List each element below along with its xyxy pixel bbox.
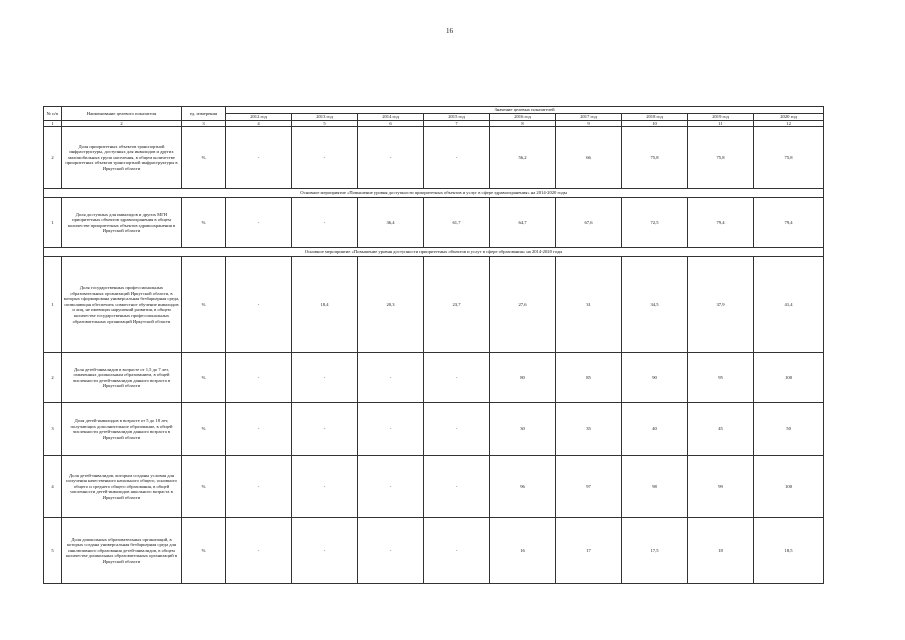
column-numbers-row: [44, 120, 824, 127]
row-number: 2: [44, 127, 62, 189]
value-cell: 27,6: [490, 257, 556, 353]
unit-cell: %: [182, 403, 226, 456]
value-cell: -: [358, 518, 424, 584]
row-number: 1: [44, 257, 62, 353]
value-cell: 99: [688, 456, 754, 518]
value-cell: -: [292, 403, 358, 456]
header-year: 2012 год: [226, 114, 292, 121]
value-cell: 36,4: [358, 198, 424, 248]
value-cell: 17,5: [622, 518, 688, 584]
section-title: Основное мероприятие «Повышение уровня доступности приоритетных объектов и услуг в сфере образования» на 2014-2020 годы: [44, 248, 824, 257]
value-cell: 20,3: [358, 257, 424, 353]
unit-cell: %: [182, 456, 226, 518]
header-row: [44, 107, 824, 114]
header-year: 2013 год: [292, 114, 358, 121]
value-cell: 79,4: [754, 198, 824, 248]
indicators-table: [43, 106, 824, 584]
column-number: 10: [622, 120, 688, 127]
table-row: [44, 518, 824, 584]
column-number: 7: [424, 120, 490, 127]
unit-cell: %: [182, 127, 226, 189]
column-number: 1: [44, 120, 62, 127]
unit-cell: %: [182, 353, 226, 403]
value-cell: 75,8: [688, 127, 754, 189]
header-year: 2015 год: [424, 114, 490, 121]
value-cell: 18: [688, 518, 754, 584]
value-cell: 50: [754, 403, 824, 456]
value-cell: -: [292, 353, 358, 403]
value-cell: 61,7: [424, 198, 490, 248]
column-number: 5: [292, 120, 358, 127]
value-cell: -: [424, 353, 490, 403]
value-cell: 45: [688, 403, 754, 456]
value-cell: -: [292, 198, 358, 248]
column-number: 12: [754, 120, 824, 127]
header-year: 2014 год: [358, 114, 424, 121]
value-cell: -: [424, 518, 490, 584]
value-cell: 35: [556, 403, 622, 456]
table-row: [44, 403, 824, 456]
value-cell: 75,8: [622, 127, 688, 189]
header-values-group: Значение целевых показателей: [226, 107, 824, 114]
column-number: 6: [358, 120, 424, 127]
column-number: 3: [182, 120, 226, 127]
value-cell: 40: [622, 403, 688, 456]
indicator-name: Доля государственных профессиональных образовательных организаций Иркутской области, в которых сформирована универсальная безбарьерная среда, позволяющая обеспечить совместное обучение инвалидов и лиц, не имеющих нарушений развития, в общем количестве государственных профессиональных образовательных организаций Иркутской области: [62, 257, 182, 353]
indicator-name: Доля приоритетных объектов транспортной инфраструктуры, доступных для инвалидов и других маломобильных групп населения, в общем количестве приоритетных объектов транспортной инфраструктуры в Иркутской области: [62, 127, 182, 189]
row-number: 3: [44, 403, 62, 456]
value-cell: 98: [622, 456, 688, 518]
row-number: 2: [44, 353, 62, 403]
value-cell: -: [424, 456, 490, 518]
column-number: 9: [556, 120, 622, 127]
section-row: [44, 189, 824, 198]
table-row: [44, 257, 824, 353]
value-cell: -: [358, 127, 424, 189]
column-number: 4: [226, 120, 292, 127]
header-num: № п/п: [44, 107, 62, 121]
value-cell: 96: [490, 456, 556, 518]
value-cell: -: [358, 403, 424, 456]
value-cell: 100: [754, 353, 824, 403]
unit-cell: %: [182, 198, 226, 248]
header-year: 2018 год: [622, 114, 688, 121]
value-cell: 80: [490, 353, 556, 403]
value-cell: -: [292, 518, 358, 584]
indicator-name: Доля детей-инвалидов в возрасте от 1,5 до 7 лет, охваченных дошкольным образованием, в общей численности детей-инвалидов данного возраста в Иркутской области: [62, 353, 182, 403]
value-cell: 85: [556, 353, 622, 403]
value-cell: -: [424, 403, 490, 456]
row-number: 5: [44, 518, 62, 584]
value-cell: 100: [754, 456, 824, 518]
value-cell: -: [226, 127, 292, 189]
value-cell: -: [226, 198, 292, 248]
value-cell: 18,5: [754, 518, 824, 584]
indicator-name: Доля дошкольных образовательных организаций, в которых создана универсальная безбарьерная среда для инклюзивного образования детей-инвалидов, в общем количестве дошкольных образовательных организаций в Иркутской области: [62, 518, 182, 584]
value-cell: 67,6: [556, 198, 622, 248]
value-cell: 64,7: [490, 198, 556, 248]
table-row: [44, 456, 824, 518]
indicator-name: Доля доступных для инвалидов и других МГН приоритетных объектов здравоохранения в общем количестве приоритетных объектов здравоохранения в Иркутской области: [62, 198, 182, 248]
section-row: [44, 248, 824, 257]
value-cell: -: [226, 518, 292, 584]
row-number: 4: [44, 456, 62, 518]
value-cell: 56,2: [490, 127, 556, 189]
value-cell: 79,4: [688, 198, 754, 248]
header-year: 2016 год: [490, 114, 556, 121]
value-cell: 66: [556, 127, 622, 189]
header-name: Наименование целевого показателя: [62, 107, 182, 121]
value-cell: 90: [622, 353, 688, 403]
header-year: 2017 год: [556, 114, 622, 121]
value-cell: 34,5: [622, 257, 688, 353]
unit-cell: %: [182, 518, 226, 584]
value-cell: -: [226, 403, 292, 456]
header-year: 2020 год: [754, 114, 824, 121]
value-cell: -: [292, 456, 358, 518]
value-cell: -: [226, 456, 292, 518]
value-cell: 23,7: [424, 257, 490, 353]
value-cell: -: [358, 456, 424, 518]
value-cell: 72,5: [622, 198, 688, 248]
column-number: 11: [688, 120, 754, 127]
value-cell: 17: [556, 518, 622, 584]
value-cell: 31: [556, 257, 622, 353]
value-cell: -: [292, 127, 358, 189]
table-row: [44, 198, 824, 248]
value-cell: 75,8: [754, 127, 824, 189]
value-cell: 18,4: [292, 257, 358, 353]
indicator-name: Доля детей-инвалидов, которым созданы условия для получения качественного начального общего, основного общего и среднего общего образования, в общей численности детей-инвалидов школьного возраста в Иркутской области: [62, 456, 182, 518]
indicator-name: Доля детей-инвалидов в возрасте от 5 до 18 лет, получающих дополнительное образование, в общей численности детей-инвалидов данного возраста в Иркутской области: [62, 403, 182, 456]
page-number: 16: [446, 27, 453, 35]
header-year: 2019 год: [688, 114, 754, 121]
value-cell: 16: [490, 518, 556, 584]
value-cell: 37,9: [688, 257, 754, 353]
section-title: Основное мероприятие «Повышение уровня доступности приоритетных объектов и услуг в сфере здравоохранения» на 2014-2020 годы: [44, 189, 824, 198]
value-cell: -: [226, 353, 292, 403]
value-cell: -: [358, 353, 424, 403]
row-number: 1: [44, 198, 62, 248]
value-cell: 97: [556, 456, 622, 518]
table-row: [44, 353, 824, 403]
value-cell: -: [226, 257, 292, 353]
column-number: 8: [490, 120, 556, 127]
column-number: 2: [62, 120, 182, 127]
value-cell: 41,4: [754, 257, 824, 353]
value-cell: -: [424, 127, 490, 189]
value-cell: 95: [688, 353, 754, 403]
value-cell: 30: [490, 403, 556, 456]
unit-cell: %: [182, 257, 226, 353]
table-row: [44, 127, 824, 189]
header-unit: ед. измерения: [182, 107, 226, 121]
